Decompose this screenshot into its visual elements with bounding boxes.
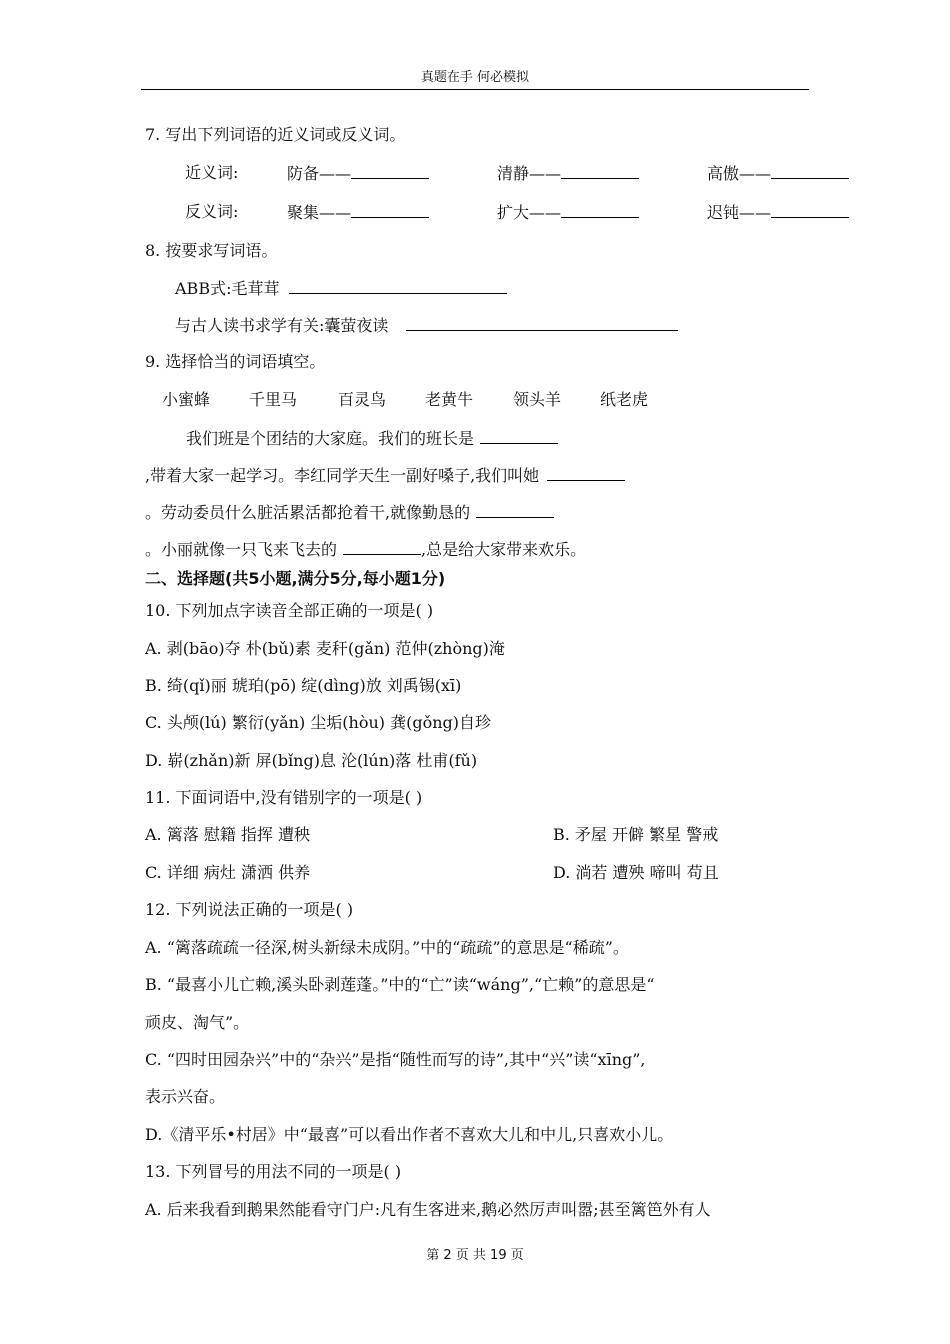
q8-prompt: 与古人读书求学有关:囊萤夜读 xyxy=(175,316,389,335)
q8-prompt: ABB式:毛茸茸 xyxy=(175,279,280,298)
q7-synonym-word: 高傲—— xyxy=(707,164,772,183)
q8-line2 xyxy=(175,314,678,337)
q7-synonym-item xyxy=(287,162,429,185)
q7-antonym-item xyxy=(287,201,429,224)
q7-synonym-word: 清静—— xyxy=(497,164,562,183)
q9-text: 。劳动委员什么脏活累活都抢着干,就像勤恳的 xyxy=(145,503,471,522)
q9-sentence xyxy=(145,501,554,524)
q11-option-b: B. 矛屋 开僻 繁星 警戒 xyxy=(553,825,719,844)
page-header: 真题在手 何必模拟 xyxy=(420,70,530,85)
q9-sentence xyxy=(145,538,586,561)
answer-blank[interactable] xyxy=(561,162,639,179)
q10-option-d: D. 崭(zhǎn)新 屏(bǐng)息 沦(lún)落 杜甫(fǔ) xyxy=(145,751,478,770)
q11-option-c: C. 详细 病灶 潇洒 供养 xyxy=(145,863,311,882)
q11-option-d: D. 淌若 遭殃 啼叫 苟且 xyxy=(553,863,719,882)
q8-title: 8. 按要求写词语。 xyxy=(145,241,278,260)
q9-option: 千里马 xyxy=(249,390,298,409)
q10-option-a: A. 剥(bāo)夺 朴(bǔ)素 麦秆(gǎn) 范仲(zhòng)淹 xyxy=(145,639,505,658)
answer-blank[interactable] xyxy=(406,314,678,331)
answer-blank[interactable] xyxy=(561,201,639,218)
q12-option-d: D.《清平乐•村居》中“最喜”可以看出作者不喜欢大儿和中儿,只喜欢小儿。 xyxy=(145,1125,674,1144)
q7-antonym-item xyxy=(497,201,639,224)
q12-title: 12. 下列说法正确的一项是( ) xyxy=(145,900,354,919)
q9-text: 我们班是个团结的大家庭。我们的班长是 xyxy=(186,429,475,448)
q7-synonym-label: 近义词: xyxy=(185,163,239,182)
q12-option-c: C. “四时田园杂兴”中的“杂兴”是指“随性而写的诗”,其中“兴”读“xīng”, xyxy=(145,1050,646,1069)
q12-option-b-cont: 顽皮、淘气”。 xyxy=(145,1013,250,1032)
page-footer: 第 2 页 共 19 页 xyxy=(426,1248,524,1263)
q7-antonym-word: 扩大—— xyxy=(497,203,562,222)
q9-text: 。小丽就像一只飞来飞去的 xyxy=(145,540,338,559)
q9-option: 领头羊 xyxy=(513,390,562,409)
q9-sentence xyxy=(186,427,558,450)
q12-option-c-cont: 表示兴奋。 xyxy=(145,1087,226,1106)
q9-text: ,总是给大家带来欢乐。 xyxy=(421,540,587,559)
q9-option: 百灵鸟 xyxy=(338,390,387,409)
answer-blank[interactable] xyxy=(771,201,849,218)
section-heading: 二、选择题(共5小题,满分5分,每小题1分) xyxy=(145,569,446,588)
q13-option-a: A. 后来我看到鹅果然能看守门户:凡有生客进来,鹅必然厉声叫嚣;甚至篱笆外有人 xyxy=(145,1200,711,1219)
q9-option: 纸老虎 xyxy=(600,390,649,409)
q7-antonym-word: 聚集—— xyxy=(287,203,352,222)
answer-blank[interactable] xyxy=(289,277,507,294)
answer-blank[interactable] xyxy=(476,501,554,518)
q8-line1 xyxy=(175,277,507,300)
q9-option: 老黄牛 xyxy=(425,390,474,409)
q7-synonym-item xyxy=(497,162,639,185)
q9-option: 小蜜蜂 xyxy=(162,390,211,409)
q12-option-a: A. “篱落疏疏一径深,树头新绿未成阴。”中的“疏疏”的意思是“稀疏”。 xyxy=(145,938,629,957)
q7-antonym-item xyxy=(707,201,849,224)
q10-title: 10. 下列加点字读音全部正确的一项是( ) xyxy=(145,601,434,620)
q7-synonym-word: 防备—— xyxy=(287,164,352,183)
answer-blank[interactable] xyxy=(771,162,849,179)
q12-option-b: B. “最喜小儿亡赖,溪头卧剥莲蓬。”中的“亡”读“wáng”,“亡赖”的意思是“ xyxy=(145,975,655,994)
q9-sentence xyxy=(145,464,625,487)
q10-option-c: C. 头颅(lú) 繁衍(yǎn) 尘垢(hòu) 龚(gǒng)自珍 xyxy=(145,713,492,732)
answer-blank[interactable] xyxy=(343,538,421,555)
answer-blank[interactable] xyxy=(351,201,429,218)
answer-blank[interactable] xyxy=(480,427,558,444)
answer-blank[interactable] xyxy=(351,162,429,179)
q7-title: 7. 写出下列词语的近义词或反义词。 xyxy=(145,125,406,144)
q10-option-b: B. 绮(qǐ)丽 琥珀(pō) 绽(dìng)放 刘禹锡(xī) xyxy=(145,676,462,695)
q7-synonym-item xyxy=(707,162,849,185)
q7-antonym-label: 反义词: xyxy=(185,202,239,221)
answer-blank[interactable] xyxy=(547,464,625,481)
q7-antonym-word: 迟钝—— xyxy=(707,203,772,222)
q9-text: ,带着大家一起学习。李红同学天生一副好嗓子,我们叫她 xyxy=(145,466,540,485)
header-rule xyxy=(141,89,809,90)
q11-title: 11. 下面词语中,没有错别字的一项是( ) xyxy=(145,788,423,807)
q9-title: 9. 选择恰当的词语填空。 xyxy=(145,352,326,371)
q13-title: 13. 下列冒号的用法不同的一项是( ) xyxy=(145,1162,402,1181)
q11-option-a: A. 篱落 慰籍 指挥 遭秧 xyxy=(145,825,310,844)
